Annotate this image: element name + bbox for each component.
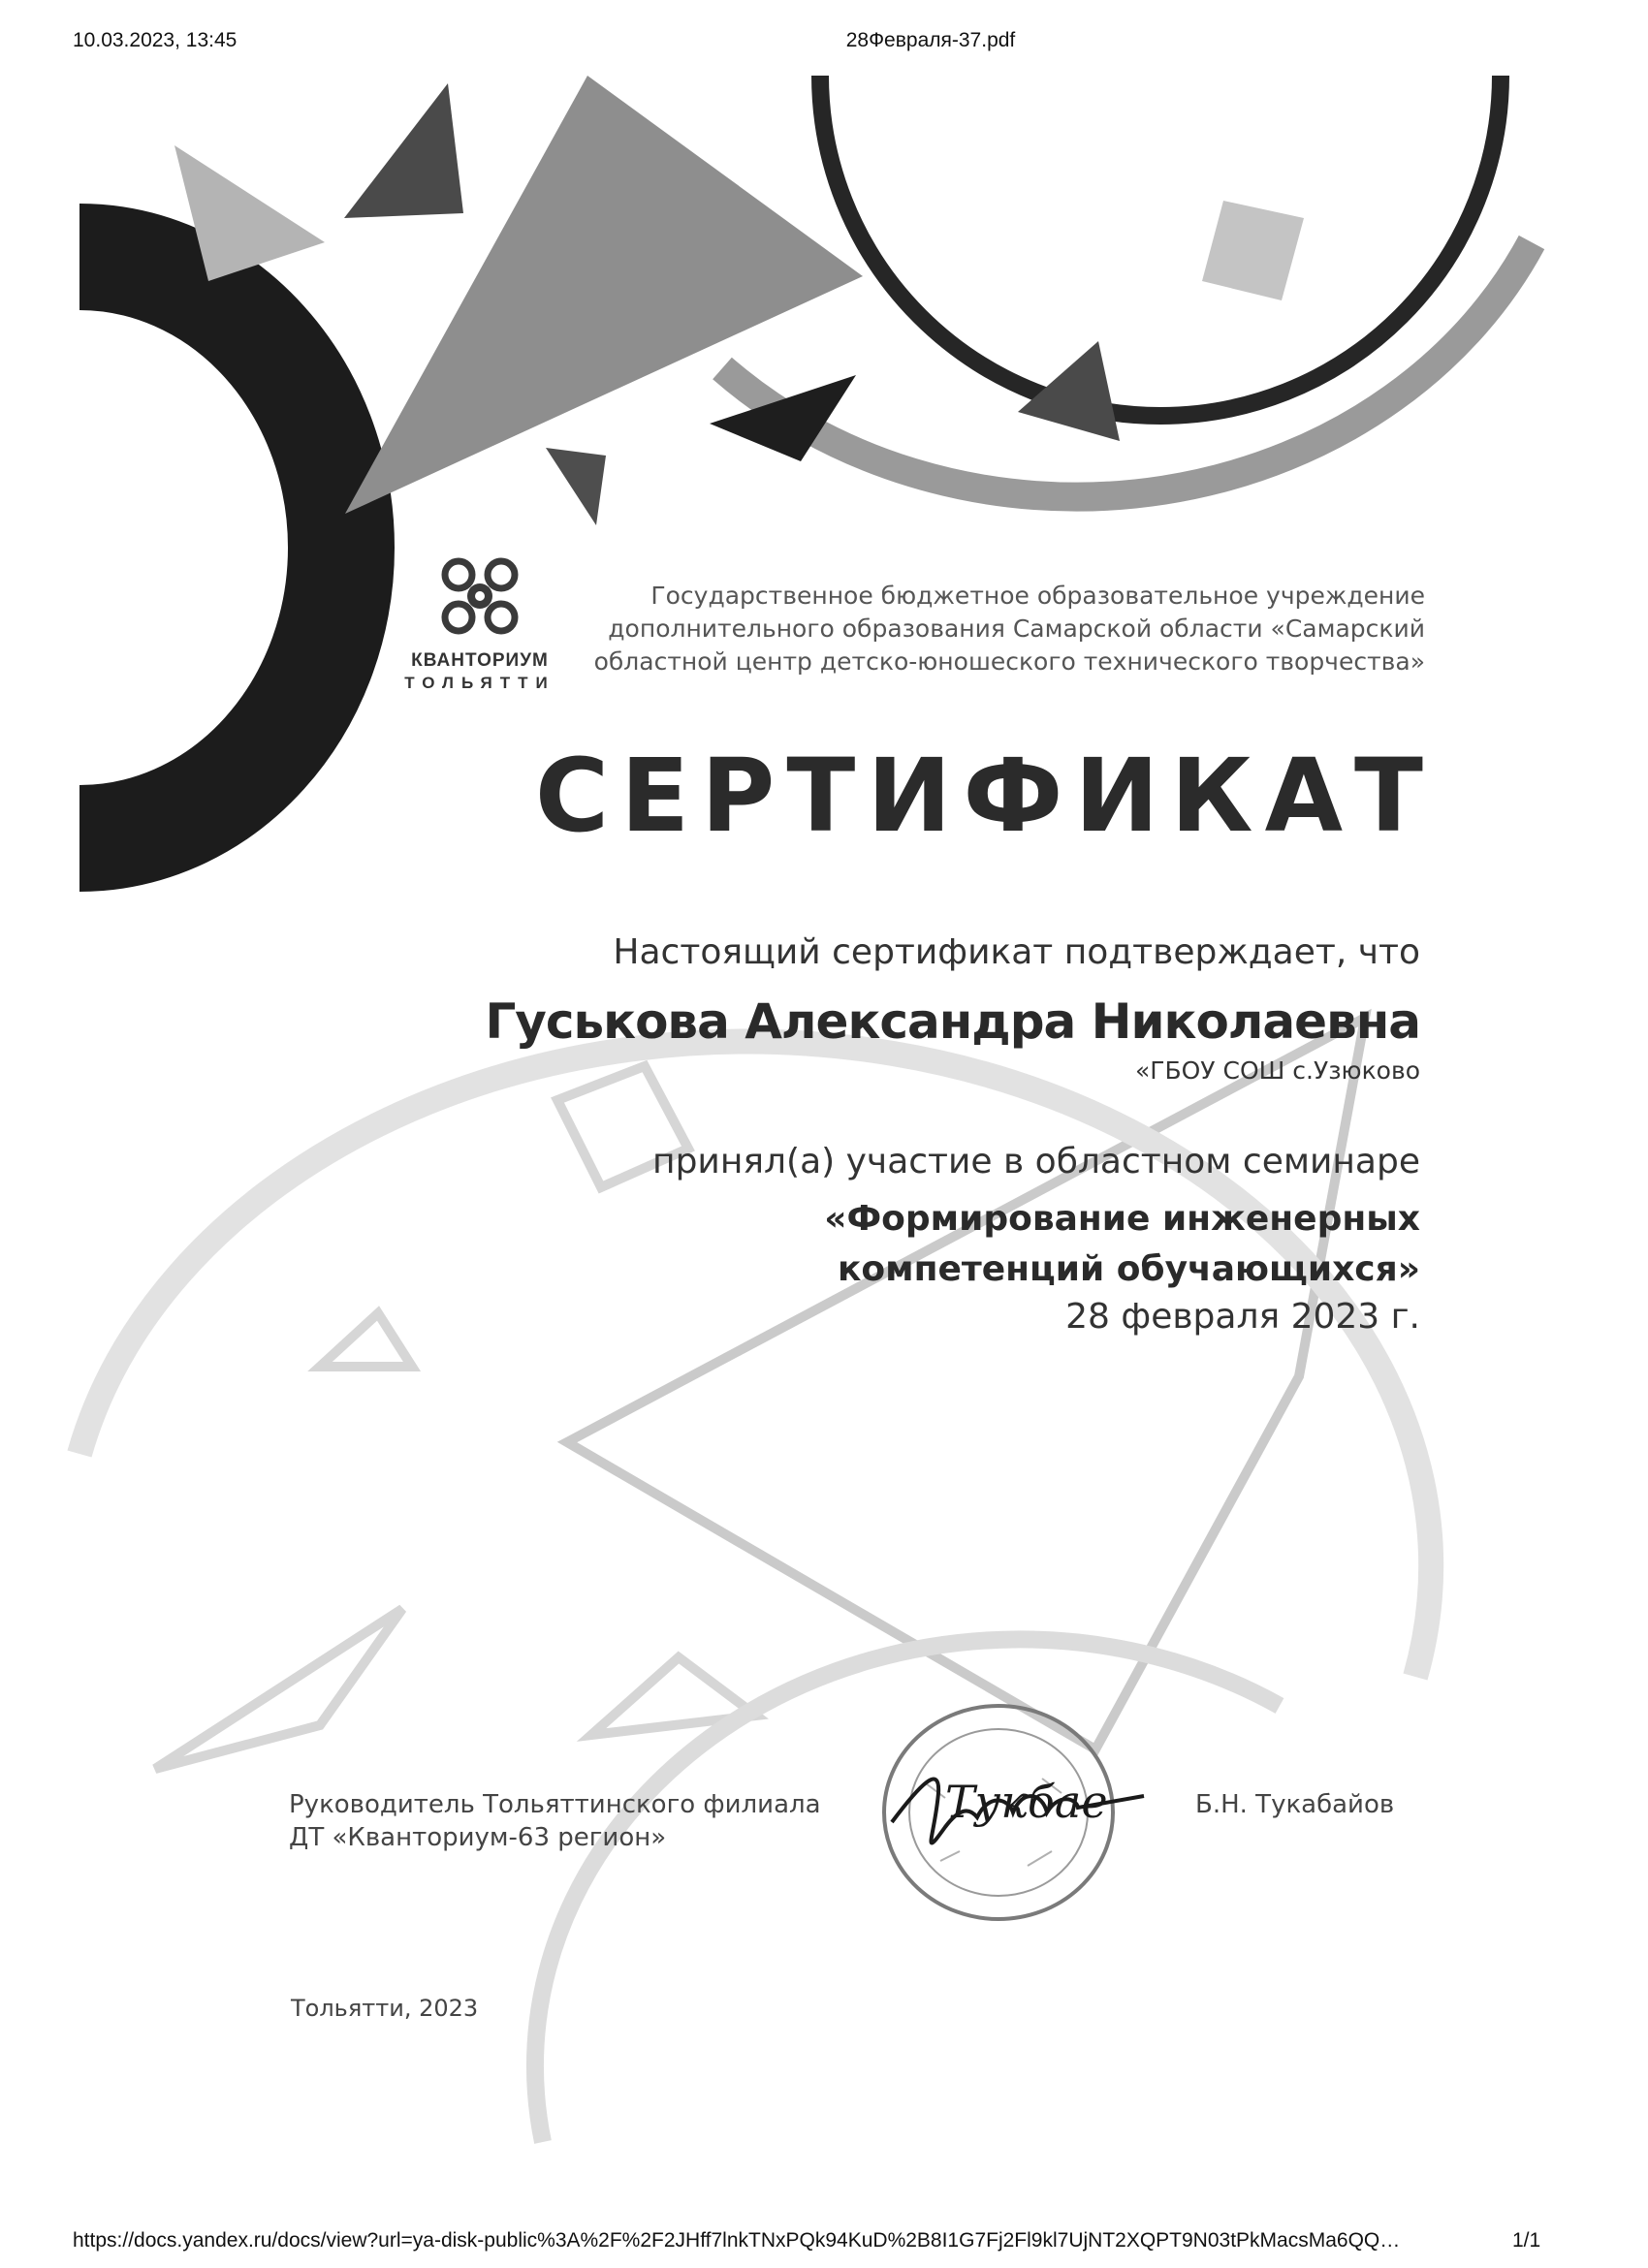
official-stamp-with-signature [853, 1691, 1173, 1934]
organization-line: областной центр детско-юношеского технического творчества» [593, 647, 1425, 676]
small-triangle-lower [546, 448, 606, 525]
print-filename: 28Февраля-37.pdf [845, 29, 1016, 51]
seminar-line: «Формирование инженерных [824, 1199, 1420, 1239]
organization-name [582, 580, 1425, 678]
seminar-title [824, 1194, 1420, 1295]
seminar-line: компетенций обучающихся» [838, 1249, 1420, 1289]
dark-triangle-top [344, 83, 463, 218]
outline-triangle-small [320, 1313, 412, 1367]
outline-triangle-left [155, 1609, 402, 1769]
signer-position [289, 1788, 821, 1854]
print-page-number: 1/1 [1512, 2229, 1541, 2252]
logo-name: КВАНТОРИУМ [411, 650, 549, 671]
kvantorium-logo [383, 548, 577, 712]
kvantorium-emblem-icon [431, 548, 528, 645]
print-footer [0, 2229, 1648, 2268]
logo-city: ТОЛЬЯТТИ [404, 674, 555, 692]
signer-position-line: Руководитель Тольяттинского филиала [289, 1790, 821, 1819]
person-name: Гуськова Александра Николаевна [485, 993, 1420, 1050]
seminar-date: 28 февраля 2023 г. [1065, 1297, 1420, 1337]
print-datetime: 10.03.2023, 13:45 [73, 29, 238, 51]
top-ring-arc [820, 76, 1501, 416]
organization-line: Государственное бюджетное образовательное учреждение [650, 582, 1425, 610]
print-url: https://docs.yandex.ru/docs/view?url=ya-disk-public%3A%2F%2F2JHff7lnkTNxPQk94KuD%2B8I1G7Fj2Fl9kl7UjNT2XQPT9N03tPkMacsMa6QQ… [73, 2229, 1401, 2252]
confirm-text: Настоящий сертификат подтверждает, что [613, 932, 1420, 972]
city-year: Тольятти, 2023 [291, 1995, 479, 2022]
school-name: «ГБОУ СОШ с.Узюково [1134, 1056, 1420, 1085]
outline-arc-lower [79, 1042, 1431, 1677]
participated-text: принял(а) участие в областном семинаре [652, 1142, 1420, 1181]
organization-line: дополнительного образования Самарской области «Самарский [608, 614, 1425, 643]
grey-square [1202, 201, 1304, 300]
handwritten-signature: Тукбае [945, 1776, 1108, 1828]
certificate-title: СЕРТИФИКАТ [534, 737, 1435, 855]
signer-name: Б.Н. Тукабайов [1195, 1790, 1395, 1819]
black-ring [79, 257, 341, 838]
signer-position-line: ДТ «Кванториум-63 регион» [289, 1823, 667, 1852]
